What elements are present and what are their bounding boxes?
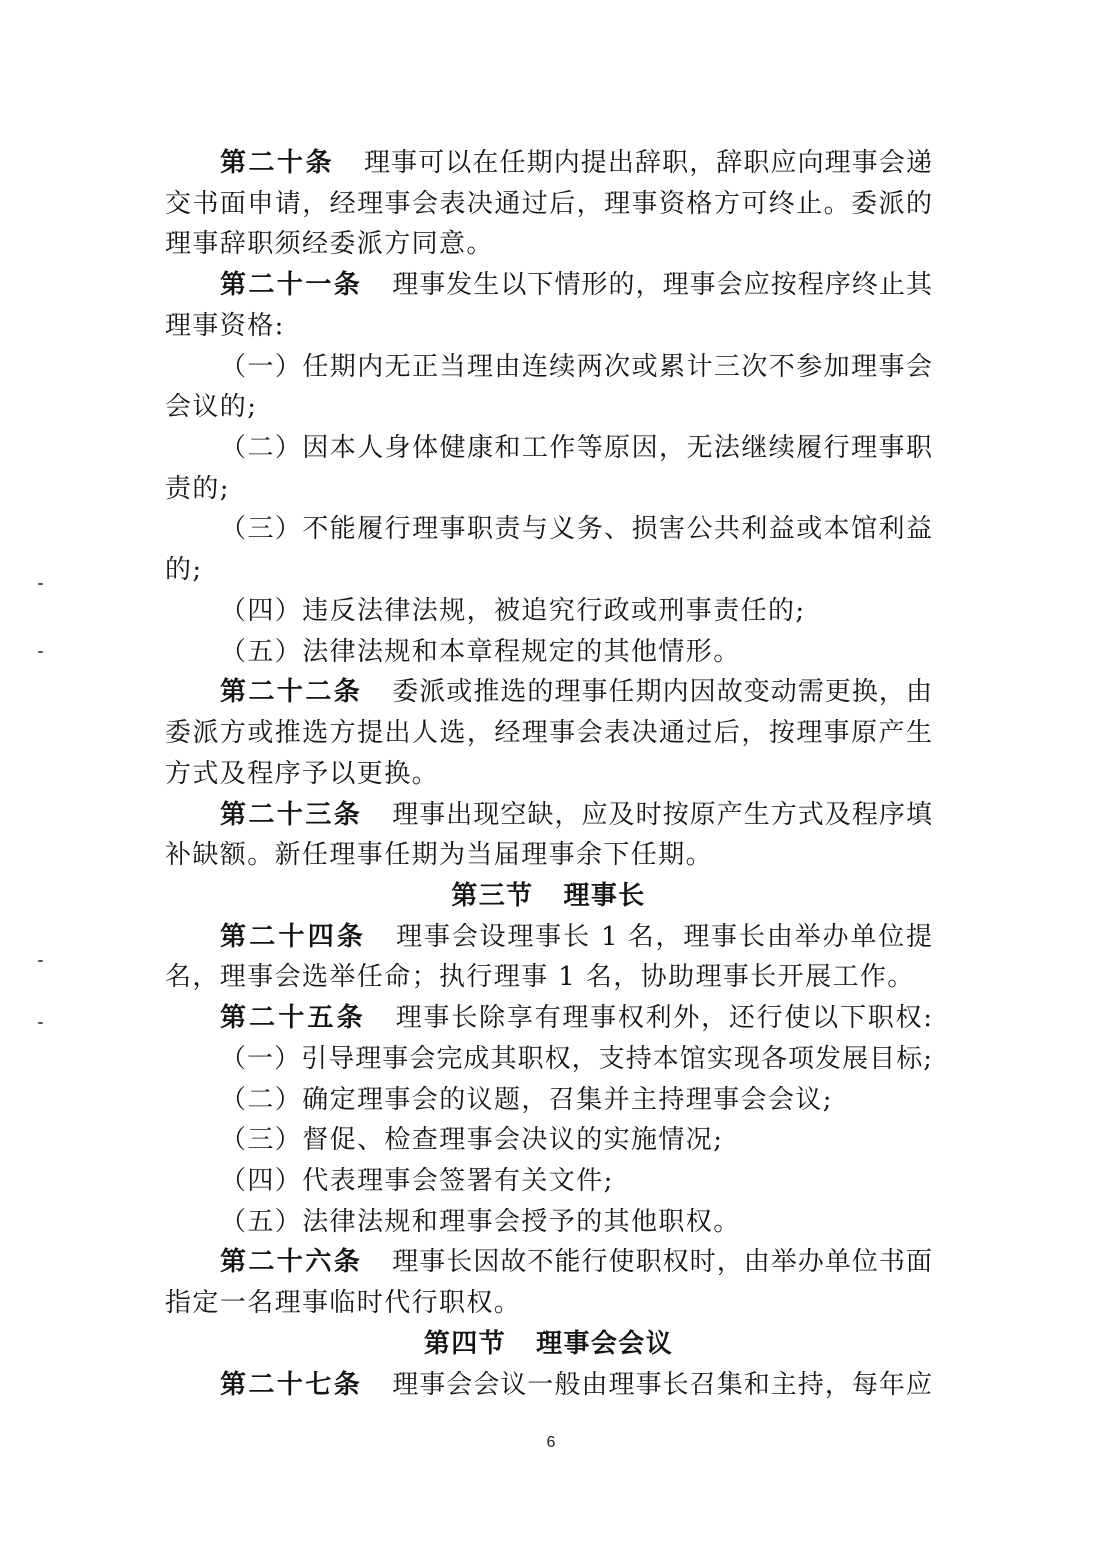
scan-speck xyxy=(38,1022,43,1024)
article-27 xyxy=(165,1365,932,1406)
article-number: 第二十四条 xyxy=(220,921,367,952)
scan-speck xyxy=(38,651,43,653)
section-heading xyxy=(165,876,932,917)
text-line: 交书面申请，经理事会表决通过后，理事资格方可终止。委派的 xyxy=(165,188,932,219)
article-number: 第二十三条 xyxy=(220,799,363,830)
text-line: 补缺额。新任理事任期为当届理事余下任期。 xyxy=(165,840,714,871)
text-line: （二）因本人身体健康和工作等原因，无法继续履行理事职 xyxy=(220,433,932,464)
article-25-item-5 xyxy=(165,1202,932,1243)
text-line xyxy=(165,1365,932,1406)
article-text: 理事出现空缺，应及时按原产生方式及程序填 xyxy=(392,799,932,830)
article-25-item-2 xyxy=(165,1080,932,1121)
article-text: 委派或推选的理事任期内因故变动需更换，由 xyxy=(392,677,932,708)
article-text: 理事可以在任期内提出辞职，辞职应向理事会递 xyxy=(364,148,932,178)
article-21 xyxy=(165,265,932,346)
article-number: 第二十六条 xyxy=(220,1247,363,1278)
text-line: （五）法律法规和理事会授予的其他职权。 xyxy=(220,1206,741,1237)
article-number: 第二十二条 xyxy=(220,677,363,708)
article-number: 第二十条 xyxy=(220,148,334,178)
section-number: 第四节 xyxy=(423,1328,507,1359)
text-line: 会议的; xyxy=(165,392,258,423)
text-line: （一）引导理事会完成其职权，支持本馆实现各项发展目标; xyxy=(220,1043,932,1074)
article-25-item-3 xyxy=(165,1120,932,1161)
text-line xyxy=(165,917,932,958)
text-line: 方式及程序予以更换。 xyxy=(165,758,440,789)
section-title: 理事会会议 xyxy=(536,1328,674,1359)
article-21-item-5 xyxy=(165,632,932,673)
text-line: （二）确定理事会的议题，召集并主持理事会会议; xyxy=(220,1084,833,1115)
article-text: 理事发生以下情形的，理事会应按程序终止其 xyxy=(392,270,932,301)
text-line: 理事辞职须经委派方同意。 xyxy=(165,229,494,260)
article-21-item-1 xyxy=(165,347,932,428)
article-23 xyxy=(165,795,932,876)
text-line: （五）法律法规和本章程规定的其他情形。 xyxy=(220,636,741,667)
article-26 xyxy=(165,1242,932,1323)
text-line xyxy=(165,998,932,1039)
section-heading xyxy=(165,1324,932,1365)
text-line xyxy=(165,672,932,713)
article-text: 理事长因故不能行使职权时，由举办单位书面 xyxy=(392,1247,932,1278)
scan-speck xyxy=(38,960,43,962)
text-line xyxy=(165,143,932,184)
document-body xyxy=(165,143,932,1405)
article-24 xyxy=(165,917,932,998)
text-line: （四）违反法律法规，被追究行政或刑事责任的; xyxy=(220,595,806,626)
text-line: 理事资格: xyxy=(165,310,285,341)
article-21-item-3 xyxy=(165,509,932,590)
article-text: 理事长除享有理事权利外，还行使以下职权: xyxy=(395,1003,932,1034)
text-line xyxy=(165,1242,932,1283)
text-line xyxy=(165,265,932,306)
text-line: 的; xyxy=(165,555,203,586)
article-number: 第二十五条 xyxy=(220,1003,366,1034)
section-number: 第三节 xyxy=(451,880,534,911)
text-line xyxy=(165,795,932,836)
article-20 xyxy=(165,143,932,265)
article-number: 第二十七条 xyxy=(220,1369,363,1400)
section-title: 理事长 xyxy=(563,880,646,911)
article-25-item-1 xyxy=(165,1039,932,1080)
text-line: （一）任期内无正当理由连续两次或累计三次不参加理事会 xyxy=(220,351,932,382)
article-text: 理事会设理事长 1 名，理事长由举办单位提 xyxy=(396,921,932,952)
article-25 xyxy=(165,998,932,1039)
text-line: 指定一名理事临时代行职权。 xyxy=(165,1288,522,1319)
article-21-item-4 xyxy=(165,591,932,632)
text-line: 名，理事会选举任命；执行理事 1 名，协助理事长开展工作。 xyxy=(165,962,915,993)
text-line: 责的; xyxy=(165,473,230,504)
article-21-item-2 xyxy=(165,428,932,509)
article-22 xyxy=(165,672,932,794)
scan-speck xyxy=(38,583,43,585)
text-line: 委派方或推选方提出人选，经理事会表决通过后，按理事原产生 xyxy=(165,718,932,749)
article-text: 理事会会议一般由理事长召集和主持，每年应 xyxy=(392,1369,932,1400)
text-line: （三）督促、检查理事会决议的实施情况; xyxy=(220,1125,724,1156)
article-number: 第二十一条 xyxy=(220,270,363,301)
page-number: 6 xyxy=(546,1434,556,1451)
text-line: （四）代表理事会签署有关文件; xyxy=(220,1165,614,1196)
article-25-item-4 xyxy=(165,1161,932,1202)
text-line: （三）不能履行理事职责与义务、损害公共利益或本馆利益 xyxy=(220,514,932,545)
